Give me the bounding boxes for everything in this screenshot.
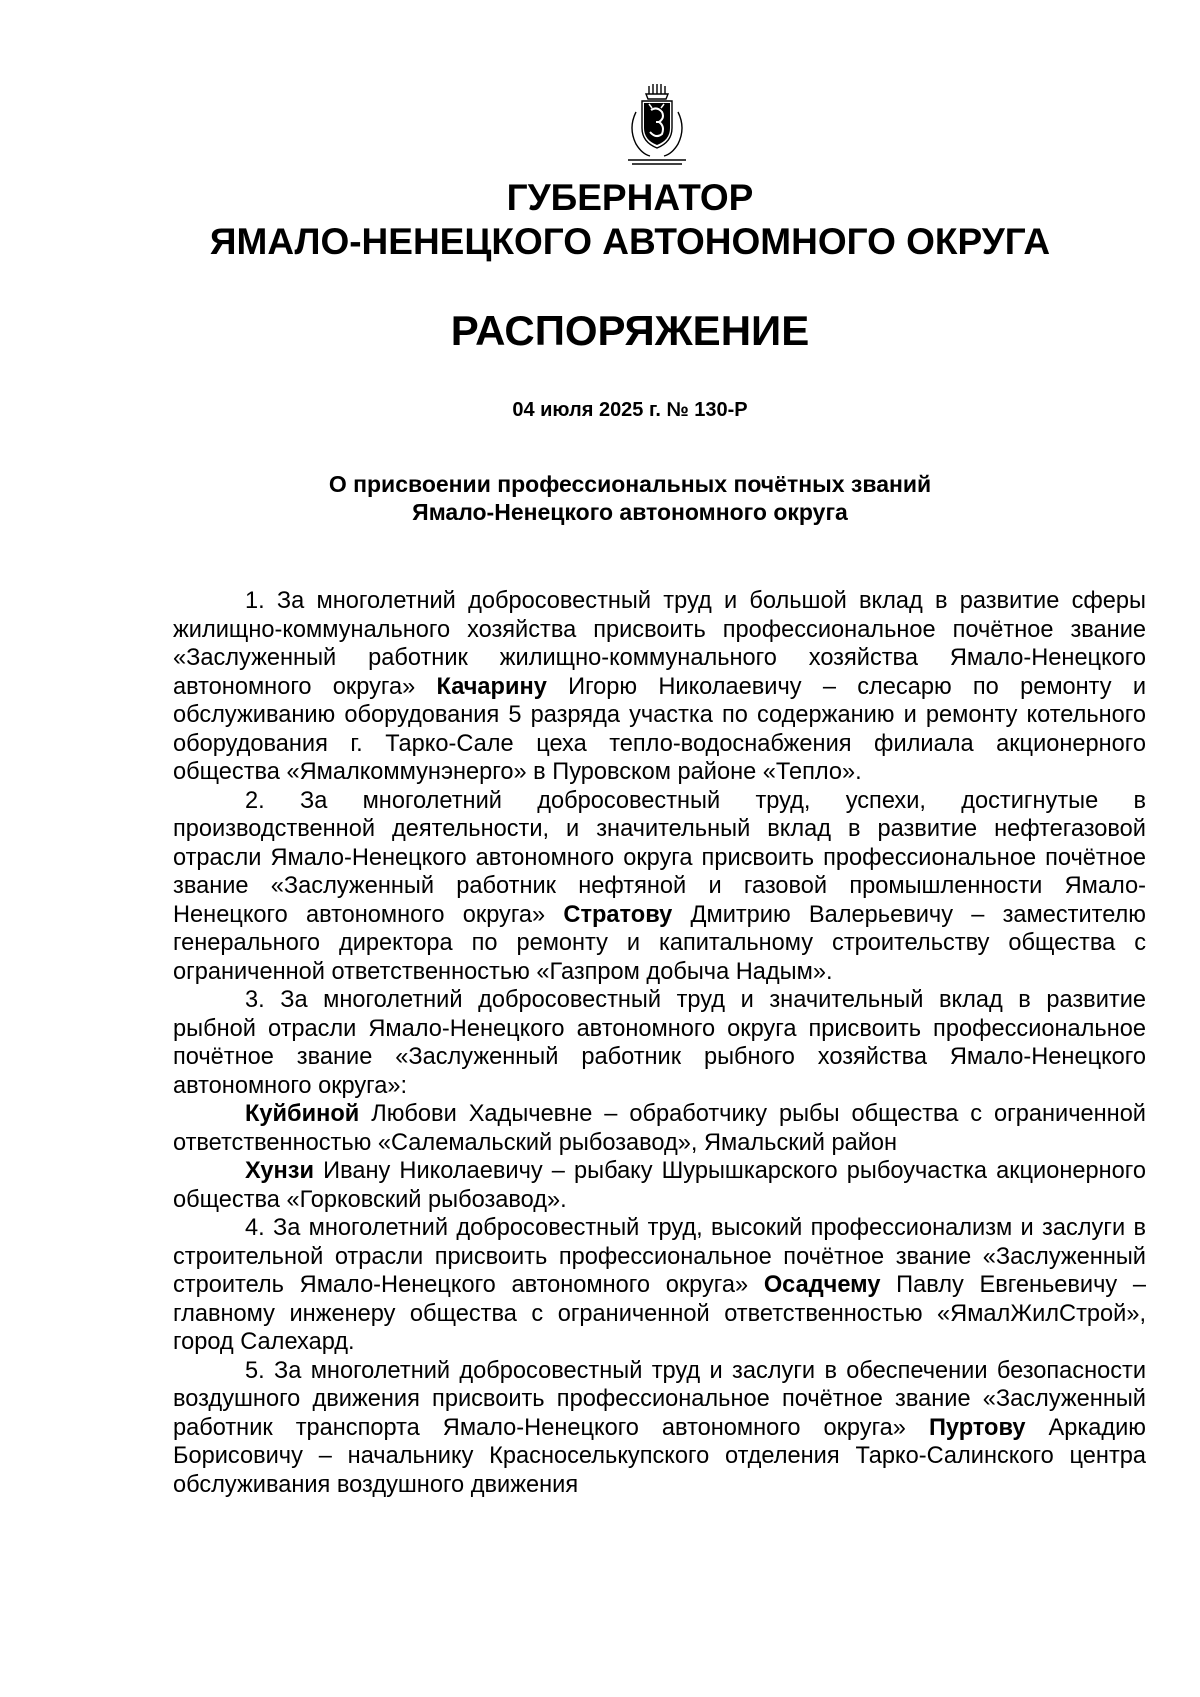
paragraph-3: 3. За многолетний добросовестный труд и значительный вклад в развитие рыбной отрасли Ямало-Ненецкого автономного округа присвоить профессиональное почётное звание «Заслуженный работник рыбного хозяйства Ямало-Ненецкого автономного округа»: xyxy=(173,987,1146,1099)
paragraph-5: 5. За многолетний добросовестный труд и заслуги в обеспечении безопасности воздушного движения присвоить профессиональное почётное звание «Заслуженный работник транспорта Ямало-Ненецкого автономного округа» Пуртову Аркадию Борисовичу – начальнику Красноселькупского отделения Тарко-Салинского центра обслуживания воздушного движения xyxy=(173,1357,1146,1498)
issuer-region: ЯМАЛО-НЕНЕЦКОГО АВТОНОМНОГО ОКРУГА xyxy=(209,221,1051,262)
awardee-name: Пуртову xyxy=(928,1414,1026,1441)
document-body xyxy=(173,587,1146,1499)
paragraph-2: 2. За многолетний добросовестный труд, успехи, достигнутые в производственной деятельности, и значительный вклад в развитие нефтегазовой отрасли Ямало-Ненецкого автономного округа присвоить профессиональное почётное звание «Заслуженный работник нефтяной и газовой промышленности Ямало-Ненецкого автономного округа» Стратову Дмитрию Валерьевичу – заместителю генерального директора по ремонту и капитальному строительству общества с ограниченной ответственностью «Газпром добыча Надым». xyxy=(173,787,1146,985)
paragraph-3-awardee-2: Хунзи Ивану Николаевичу – рыбаку Шурышкарского рыбоучастка акционерного общества «Горковский рыбозавод». xyxy=(173,1158,1146,1213)
yamal-coat-of-arms-icon xyxy=(622,82,690,174)
subject-line: О присвоении профессиональных почётных званий xyxy=(328,471,932,497)
paragraph-3-awardee-1: Куйбиной Любови Хадычевне – обработчику рыбы общества с ограниченной ответственностью «Салемальский рыбозавод», Ямальский район xyxy=(173,1101,1146,1156)
paragraph-4: 4. За многолетний добросовестный труд, высокий профессионализм и заслуги в строительной отрасли присвоить профессиональное почётное звание «Заслуженный строитель Ямало-Ненецкого автономного округа» Осадчему Павлу Евгеньевичу – главному инженеру общества с ограниченной ответственностью «ЯмалЖилСтрой», город Салехард. xyxy=(173,1215,1146,1355)
document-subject xyxy=(60,470,1200,526)
awardee-name: Хунзи xyxy=(245,1158,315,1184)
awardee-name: Качарину xyxy=(436,673,547,700)
awardee-name: Куйбиной xyxy=(245,1101,360,1127)
awardee-name: Осадчему xyxy=(763,1272,881,1298)
subject-line: Ямало-Ненецкого автономного округа xyxy=(412,499,848,525)
awardee-name: Стратову xyxy=(563,901,673,928)
document-date-number: 04 июля 2025 г. № 130-Р xyxy=(512,399,748,421)
issuer-title: ГУБЕРНАТОР xyxy=(506,177,754,218)
paragraph-1: 1. За многолетний добросовестный труд и большой вклад в развитие сферы жилищно-коммунального хозяйства присвоить профессиональное почётное звание «Заслуженный работник жилищно-коммунального хозяйства Ямало-Ненецкого автономного округа» Качарину Игорю Николаевичу – слесарю по ремонту и обслуживанию оборудования 5 разряда участка по содержанию и ремонту котельного оборудования г. Тарко-Сале цеха тепло-водоснабжения филиала акционерного общества «Ямалкоммунэнерго» в Пуровском районе «Тепло». xyxy=(173,588,1146,785)
document-type: РАСПОРЯЖЕНИЕ xyxy=(450,307,810,354)
